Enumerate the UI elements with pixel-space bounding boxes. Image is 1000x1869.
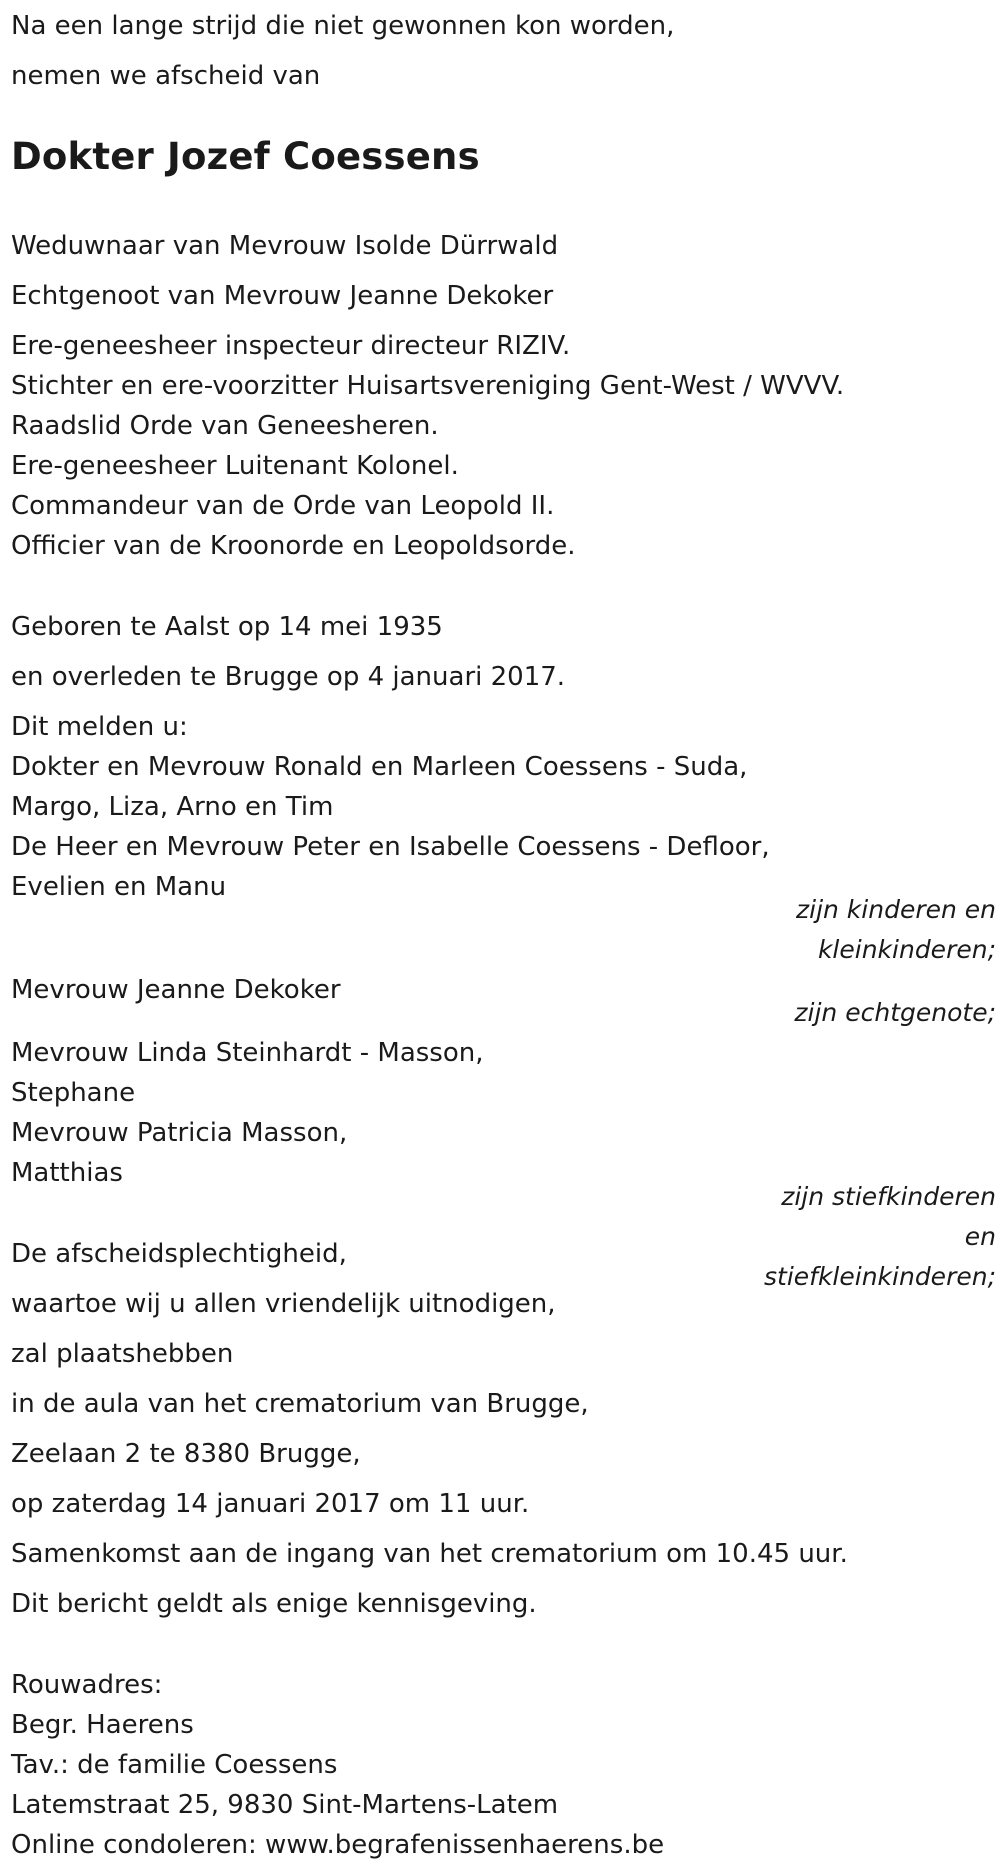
stepchildren-role-line: stiefkleinkinderen; bbox=[764, 1262, 996, 1291]
intro-line-2: nemen we afscheid van bbox=[11, 61, 321, 91]
children-role-line: zijn kinderen en bbox=[796, 895, 996, 924]
title-line: Stichter en ere-voorzitter Huisartsvereniging Gent-West / WVVV. bbox=[11, 371, 845, 401]
children-line: De Heer en Mevrouw Peter en Isabelle Coessens - Defloor, bbox=[11, 832, 770, 862]
address-line: Begr. Haerens bbox=[11, 1710, 194, 1740]
stepchildren-role-line: en bbox=[964, 1222, 996, 1251]
stepchildren-line: Mevrouw Patricia Masson, bbox=[11, 1118, 348, 1148]
title-line: Raadslid Orde van Geneesheren. bbox=[11, 411, 439, 441]
birth-line: Geboren te Aalst op 14 mei 1935 bbox=[11, 612, 443, 642]
stepchildren-line: Stephane bbox=[11, 1078, 136, 1108]
relation-spouse: Echtgenoot van Mevrouw Jeanne Dekoker bbox=[11, 281, 554, 311]
deceased-name: Dokter Jozef Coessens bbox=[11, 135, 480, 178]
children-line: Margo, Liza, Arno en Tim bbox=[11, 792, 334, 822]
ceremony-line: op zaterdag 14 januari 2017 om 11 uur. bbox=[11, 1489, 530, 1519]
online-condolence-line: Online condoleren: www.begrafenissenhaerens.be bbox=[11, 1830, 665, 1860]
ceremony-line: Samenkomst aan de ingang van het crematorium om 10.45 uur. bbox=[11, 1539, 848, 1569]
address-line: Latemstraat 25, 9830 Sint-Martens-Latem bbox=[11, 1790, 559, 1820]
stepchildren-role-line: zijn stiefkinderen bbox=[781, 1182, 996, 1211]
children-line: Evelien en Manu bbox=[11, 872, 227, 902]
address-line: Tav.: de familie Coessens bbox=[11, 1750, 338, 1780]
title-line: Commandeur van de Orde van Leopold II. bbox=[11, 491, 555, 521]
ceremony-line: Dit bericht geldt als enige kennisgeving. bbox=[11, 1589, 537, 1619]
children-line: Dokter en Mevrouw Ronald en Marleen Coessens - Suda, bbox=[11, 752, 748, 782]
stepchildren-line: Matthias bbox=[11, 1158, 123, 1188]
intro-line-1: Na een lange strijd die niet gewonnen kon worden, bbox=[11, 11, 675, 41]
address-label: Rouwadres: bbox=[11, 1670, 163, 1700]
ceremony-line: zal plaatshebben bbox=[11, 1339, 234, 1369]
ceremony-line: De afscheidsplechtigheid, bbox=[11, 1239, 347, 1269]
announcers-intro: Dit melden u: bbox=[11, 712, 188, 742]
title-line: Ere-geneesheer Luitenant Kolonel. bbox=[11, 451, 459, 481]
ceremony-line: waartoe wij u allen vriendelijk uitnodigen, bbox=[11, 1289, 556, 1319]
children-role-line: kleinkinderen; bbox=[817, 935, 996, 964]
stepchildren-line: Mevrouw Linda Steinhardt - Masson, bbox=[11, 1038, 484, 1068]
title-line: Ere-geneesheer inspecteur directeur RIZIV. bbox=[11, 331, 571, 361]
spouse-line: Mevrouw Jeanne Dekoker bbox=[11, 975, 341, 1005]
relation-widower: Weduwnaar van Mevrouw Isolde Dürrwald bbox=[11, 231, 559, 261]
ceremony-line: Zeelaan 2 te 8380 Brugge, bbox=[11, 1439, 361, 1469]
ceremony-line: in de aula van het crematorium van Brugge, bbox=[11, 1389, 589, 1419]
spouse-role: zijn echtgenote; bbox=[794, 998, 996, 1027]
death-line: en overleden te Brugge op 4 januari 2017. bbox=[11, 662, 566, 692]
title-line: Officier van de Kroonorde en Leopoldsorde. bbox=[11, 531, 576, 561]
